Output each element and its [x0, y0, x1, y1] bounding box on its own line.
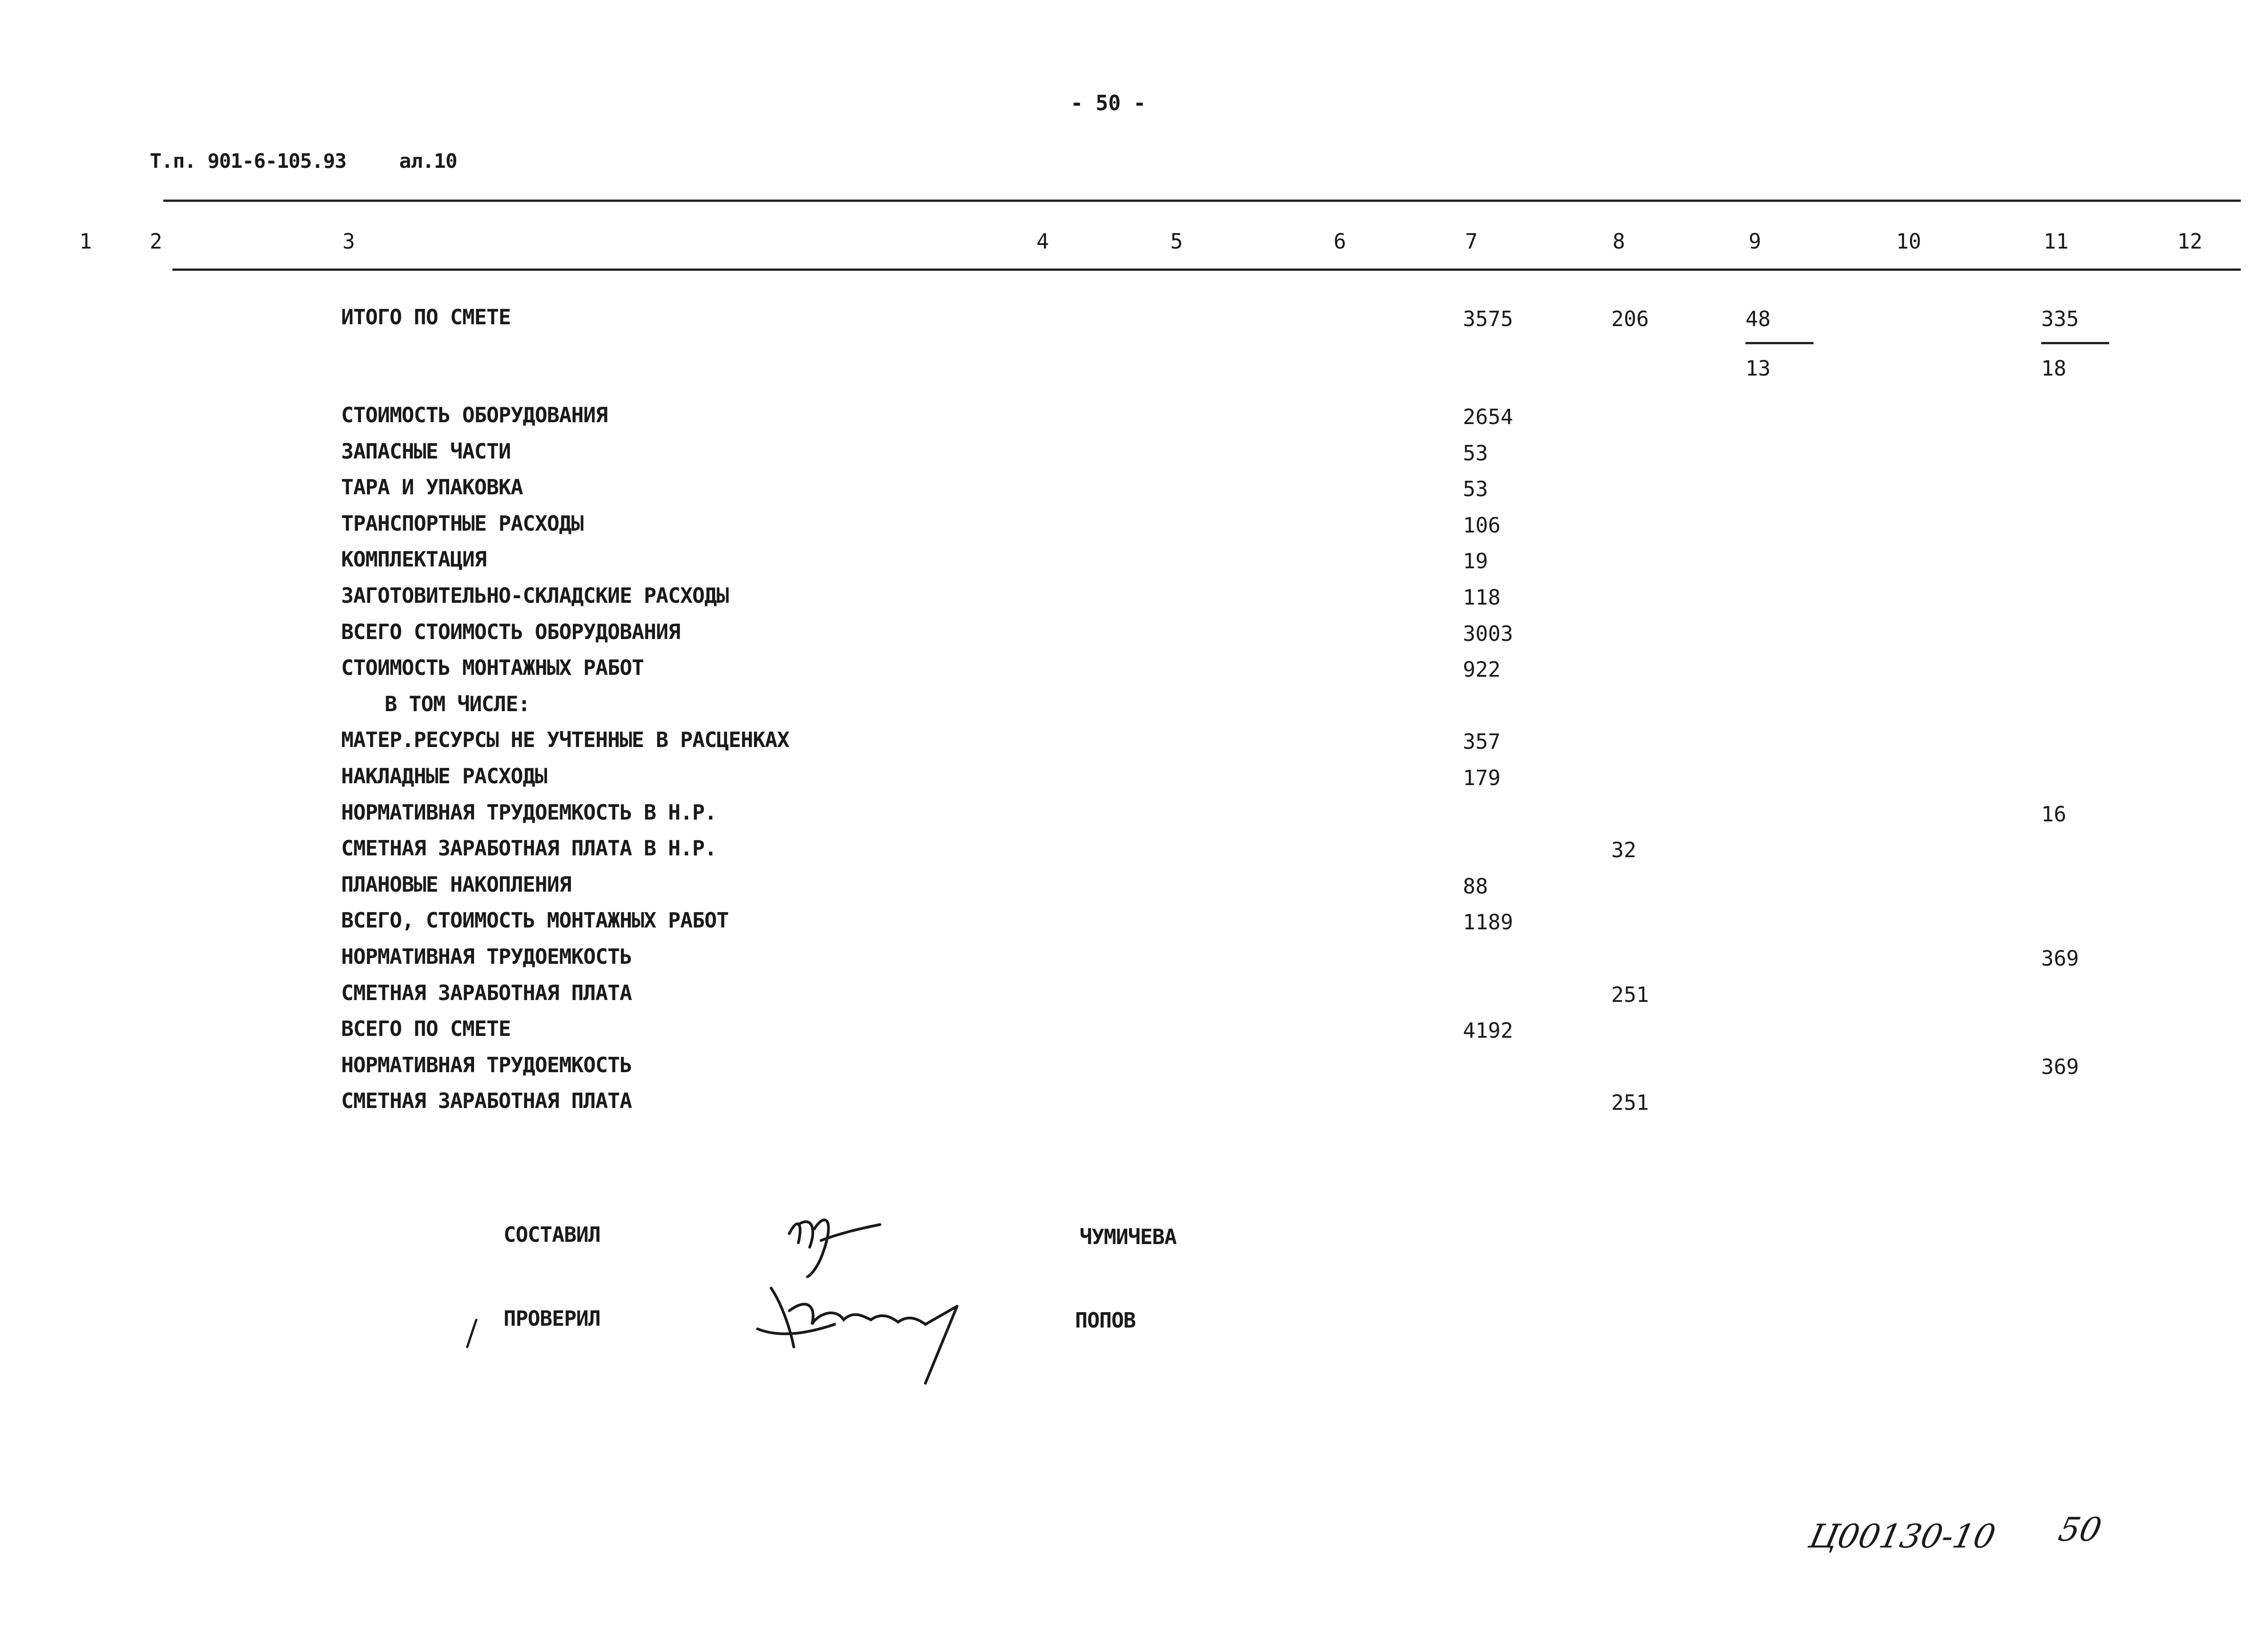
document-reference: Т.п. 901-6-105.93	[150, 150, 347, 173]
cell-col11: 16	[2041, 802, 2067, 826]
cell-col7: 106	[1463, 513, 1501, 537]
row-label: ПЛАНОВЫЕ НАКОПЛЕНИЯ	[341, 872, 572, 897]
checked-name: ПОПОВ	[1075, 1308, 1136, 1333]
column-number: 11	[2043, 229, 2069, 254]
page-number: - 50 -	[1070, 91, 1146, 115]
cell-col11: 369	[2041, 946, 2079, 971]
cell-col7: 179	[1463, 766, 1501, 790]
column-number: 3	[342, 229, 355, 254]
cell-col9-numerator: 48	[1745, 307, 1771, 331]
column-number: 2	[150, 229, 162, 254]
row-label: НОРМАТИВНАЯ ТРУДОЕМКОСТЬ	[341, 944, 632, 969]
column-number: 6	[1334, 229, 1346, 254]
row-label: НОРМАТИВНАЯ ТРУДОЕМКОСТЬ В Н.Р.	[341, 800, 717, 825]
cell-col8: 251	[1611, 982, 1649, 1007]
row-label: ТАРА И УПАКОВКА	[341, 475, 523, 499]
fraction-bar	[2041, 342, 2109, 344]
cell-col7: 2654	[1463, 405, 1513, 429]
cell-col11-denominator: 18	[2041, 356, 2067, 381]
compiled-label: СОСТАВИЛ	[503, 1222, 601, 1247]
row-label: ИТОГО ПО СМЕТЕ	[341, 305, 511, 329]
column-number: 1	[79, 229, 92, 254]
cell-col7: 3575	[1463, 307, 1513, 331]
row-label: СМЕТНАЯ ЗАРАБОТНАЯ ПЛАТА	[341, 1089, 632, 1113]
top-rule	[163, 200, 2241, 202]
row-label: НОРМАТИВНАЯ ТРУДОЕМКОСТЬ	[341, 1053, 632, 1077]
column-number: 12	[2177, 229, 2203, 254]
cell-col7: 1189	[1463, 910, 1513, 934]
row-label: ЗАГОТОВИТЕЛЬНО-СКЛАДСКИЕ РАСХОДЫ	[341, 583, 729, 608]
column-number: 4	[1036, 229, 1049, 254]
row-label: СТОИМОСТЬ МОНТАЖНЫХ РАБОТ	[341, 655, 644, 680]
cell-col7: 88	[1463, 874, 1488, 898]
row-label: ЗАПАСНЫЕ ЧАСТИ	[341, 439, 511, 464]
row-label: В ТОМ ЧИСЛЕ:	[385, 692, 530, 716]
cell-col11-numerator: 335	[2041, 307, 2079, 331]
cell-col9-denominator: 13	[1745, 356, 1771, 381]
cell-col7: 53	[1463, 441, 1488, 465]
cell-col7: 357	[1463, 729, 1501, 754]
cell-col11: 369	[2041, 1054, 2079, 1079]
row-label: ВСЕГО, СТОИМОСТЬ МОНТАЖНЫХ РАБОТ	[341, 908, 729, 932]
compiler-signature	[771, 1197, 898, 1279]
inventory-code: Ц00130-10	[1806, 1517, 1999, 1555]
cell-col7: 19	[1463, 549, 1488, 573]
cell-col7: 922	[1463, 657, 1501, 682]
cell-col7: 118	[1463, 585, 1501, 610]
row-label: ВСЕГО ПО СМЕТЕ	[341, 1016, 511, 1041]
checked-label: ПРОВЕРИЛ	[503, 1306, 601, 1331]
sheet-number: 50	[2055, 1510, 2105, 1548]
row-label: СТОИМОСТЬ ОБОРУДОВАНИЯ	[341, 403, 608, 427]
row-label: НАКЛАДНЫЕ РАСХОДЫ	[341, 764, 547, 788]
compiled-name: ЧУМИЧЕВА	[1080, 1225, 1177, 1249]
margin-mark	[463, 1315, 481, 1352]
cell-col8: 251	[1611, 1090, 1649, 1115]
column-number: 10	[1896, 229, 1921, 254]
cell-col8: 32	[1611, 838, 1637, 862]
cell-col8: 206	[1611, 307, 1649, 331]
column-number: 7	[1465, 229, 1478, 254]
cell-col7: 4192	[1463, 1018, 1513, 1043]
column-number: 9	[1749, 229, 1761, 254]
cell-col7: 53	[1463, 477, 1488, 501]
cell-col7: 3003	[1463, 621, 1513, 646]
header-rule	[172, 268, 2241, 271]
column-number: 5	[1170, 229, 1183, 254]
row-label: СМЕТНАЯ ЗАРАБОТНАЯ ПЛАТА	[341, 981, 632, 1005]
row-label: ВСЕГО СТОИМОСТЬ ОБОРУДОВАНИЯ	[341, 620, 680, 644]
column-number: 8	[1613, 229, 1625, 254]
row-label: ТРАНСПОРТНЫЕ РАСХОДЫ	[341, 511, 583, 536]
fraction-bar	[1745, 342, 1813, 344]
row-label: СМЕТНАЯ ЗАРАБОТНАЯ ПЛАТА В Н.Р.	[341, 836, 717, 860]
checker-signature	[744, 1270, 971, 1388]
row-label: МАТЕР.РЕСУРСЫ НЕ УЧТЕННЫЕ В РАСЦЕНКАХ	[341, 727, 789, 752]
row-label: КОМПЛЕКТАЦИЯ	[341, 547, 487, 571]
album-number: ал.10	[399, 150, 457, 173]
